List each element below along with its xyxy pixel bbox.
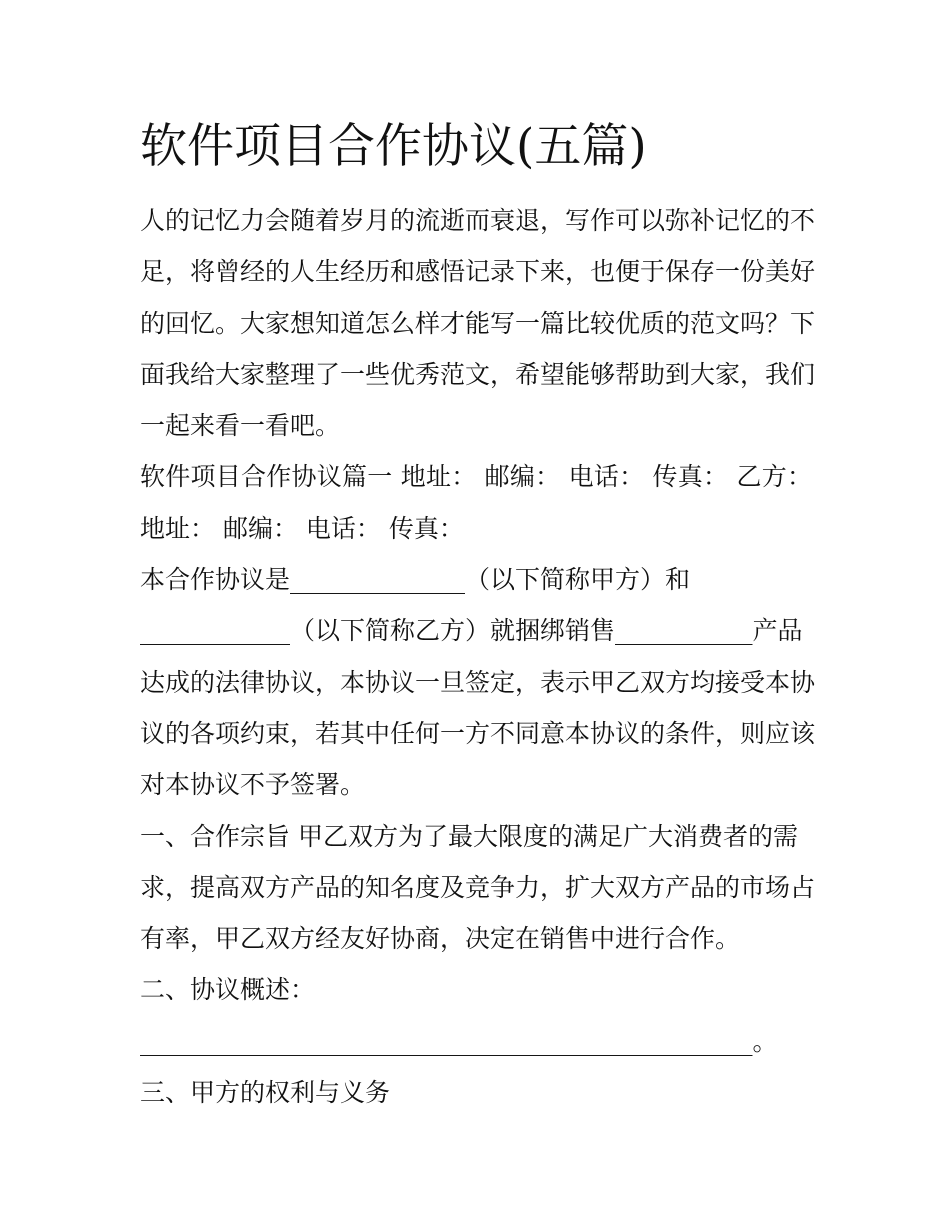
blank-fill-line: _________________________________________________。 — [140, 1026, 778, 1056]
body-line: ____________（以下简称乙方）就捆绑销售___________产品 — [140, 616, 803, 646]
body-line: 求，提高双方产品的知名度及竞争力，扩大双方产品的市场占 — [140, 872, 816, 902]
document-title: 软件项目合作协议(五篇) — [140, 119, 647, 174]
section-heading: 三、甲方的权利与义务 — [140, 1078, 391, 1108]
body-line: 面我给大家整理了一些优秀范文，希望能够帮助到大家，我们 — [140, 359, 816, 389]
body-line: 的回忆。大家想知道怎么样才能写一篇比较优质的范文吗？下 — [140, 308, 816, 338]
body-line: 达成的法律协议，本协议一旦签定，表示甲乙双方均接受本协 — [140, 667, 816, 697]
body-line: 有率，甲乙双方经友好协商，决定在销售中进行合作。 — [140, 924, 741, 954]
body-line: 地址： 邮编： 电话： 传真： — [140, 513, 464, 543]
body-line: 对本协议不予签署。 — [140, 770, 366, 800]
body-line: 本合作协议是______________（以下简称甲方）和 — [140, 565, 691, 595]
document-body — [140, 195, 816, 1118]
body-line: 足，将曾经的人生经历和感悟记录下来，也便于保存一份美好 — [140, 257, 816, 287]
body-line: 一起来看一看吧。 — [140, 411, 341, 441]
body-line: 二、协议概述： — [140, 975, 316, 1005]
body-line: 软件项目合作协议篇一 地址： 邮编： 电话： 传真： 乙方： — [140, 462, 812, 492]
body-line: 人的记忆力会随着岁月的流逝而衰退，写作可以弥补记忆的不 — [140, 206, 816, 235]
body-line: 一、合作宗旨 甲乙双方为了最大限度的满足广大消费者的需 — [140, 821, 798, 851]
body-line: 议的各项约束，若其中任何一方不同意本协议的条件，则应该 — [140, 718, 816, 748]
